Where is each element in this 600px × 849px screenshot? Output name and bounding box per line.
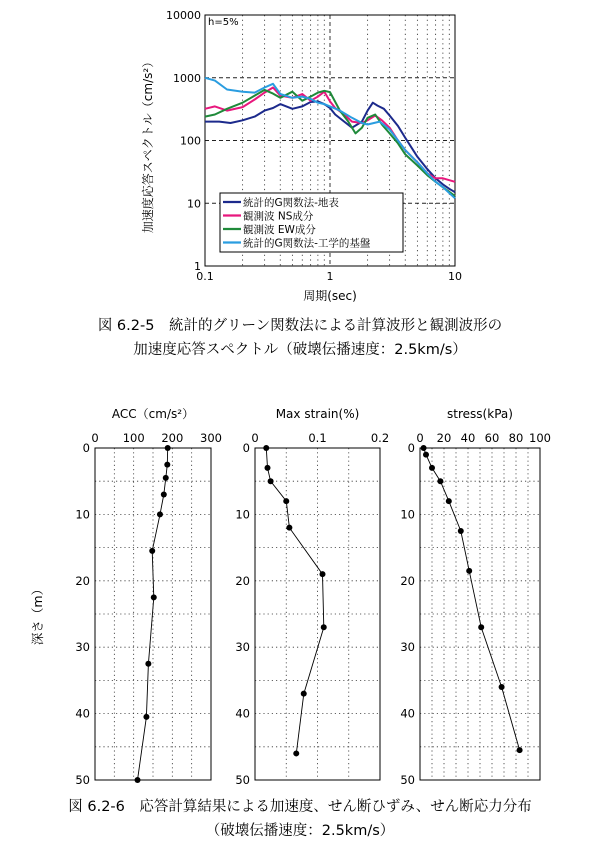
caption-line-2: （破壊伝播速度：2.5km/s） bbox=[205, 823, 395, 839]
data-point bbox=[157, 511, 163, 517]
x-tick-label: 100 bbox=[529, 431, 551, 445]
panel-title: stress(kPa) bbox=[447, 407, 513, 421]
data-point bbox=[421, 445, 427, 451]
x-tick-label: 60 bbox=[484, 431, 500, 445]
data-point bbox=[320, 571, 326, 577]
data-point bbox=[499, 684, 505, 690]
y-tick-label: 10 bbox=[75, 507, 90, 522]
data-point bbox=[151, 594, 157, 600]
profile-line bbox=[266, 448, 324, 753]
legend-label: 統計的G関数法-地表 bbox=[243, 197, 339, 209]
data-point bbox=[301, 691, 307, 697]
figure-6-2-6-caption bbox=[0, 795, 600, 843]
x-tick-label: 0.1 bbox=[308, 431, 327, 445]
y-tick-label: 50 bbox=[400, 773, 415, 787]
x-tick-label: 0.2 bbox=[370, 431, 390, 445]
data-point bbox=[268, 478, 274, 484]
panel-title: ACC（cm/s²） bbox=[111, 407, 195, 421]
y-tick-label: 30 bbox=[235, 640, 250, 655]
legend-label: 統計的G関数法-工学的基盤 bbox=[243, 237, 371, 250]
profile-line bbox=[424, 448, 520, 750]
data-point bbox=[149, 548, 155, 554]
data-point bbox=[423, 452, 429, 458]
data-point bbox=[286, 525, 292, 531]
data-point bbox=[164, 462, 170, 468]
y-tick-label: 10 bbox=[400, 507, 415, 522]
x-tick-label: 1 bbox=[326, 270, 334, 283]
y-tick-label: 20 bbox=[400, 573, 415, 588]
depth-panel bbox=[420, 445, 540, 780]
x-tick-label: 300 bbox=[200, 431, 222, 445]
data-point bbox=[283, 498, 289, 504]
x-tick-label: 40 bbox=[460, 431, 476, 445]
data-point bbox=[437, 478, 443, 484]
y-tick-label: 30 bbox=[75, 640, 90, 655]
caption-line-1: 図 6.2-6 応答計算結果による加速度、せん断ひずみ、せん断応力分布 bbox=[68, 799, 532, 815]
data-point bbox=[466, 568, 472, 574]
y-tick-label: 0 bbox=[407, 441, 415, 455]
figure-6-2-5-caption bbox=[0, 314, 600, 362]
x-tick-label: 0 bbox=[416, 431, 424, 445]
data-point bbox=[145, 661, 151, 667]
depth-axis-title: 深さ（m） bbox=[30, 582, 45, 646]
data-point bbox=[458, 528, 464, 534]
y-tick-label: 0 bbox=[242, 441, 250, 455]
y-tick-label: 40 bbox=[75, 706, 90, 721]
x-tick-label: 80 bbox=[508, 431, 524, 445]
damping-annotation: h=5% bbox=[208, 17, 239, 28]
x-tick-label: 200 bbox=[161, 431, 184, 445]
data-point bbox=[161, 491, 167, 497]
data-point bbox=[143, 714, 149, 720]
data-point bbox=[163, 475, 169, 481]
x-tick-label: 100 bbox=[122, 431, 145, 445]
y-tick-label: 20 bbox=[75, 573, 90, 588]
y-tick-label: 40 bbox=[235, 706, 250, 721]
x-tick-label: 10 bbox=[448, 270, 462, 283]
y-tick-label: 1 bbox=[194, 260, 201, 273]
depth-panel bbox=[95, 445, 211, 783]
panel-title: Max strain(%) bbox=[275, 407, 360, 421]
data-point bbox=[135, 777, 141, 783]
data-point bbox=[265, 465, 271, 471]
y-tick-label: 50 bbox=[75, 773, 90, 787]
y-tick-label: 10 bbox=[235, 507, 250, 522]
y-tick-label: 10 bbox=[187, 197, 201, 211]
caption-line-1: 図 6.2-5 統計的グリーン関数法による計算波形と観測波形の bbox=[97, 318, 503, 334]
y-tick-label: 100 bbox=[180, 134, 201, 148]
caption-line-2: 加速度応答スペクトル（破壊伝播速度：2.5km/s） bbox=[133, 342, 467, 358]
legend bbox=[220, 193, 403, 252]
legend-label: 観測波 EW成分 bbox=[243, 224, 316, 236]
data-point bbox=[293, 750, 299, 756]
x-tick-label: 20 bbox=[436, 431, 452, 445]
data-point bbox=[517, 747, 523, 753]
y-axis-title: 加速度応答スペクトル（cm/s²） bbox=[141, 55, 155, 234]
y-tick-label: 20 bbox=[235, 573, 250, 588]
x-axis-title: 周期(sec) bbox=[303, 289, 357, 303]
y-tick-label: 1000 bbox=[173, 71, 201, 85]
depth-panel bbox=[255, 445, 380, 780]
data-point bbox=[165, 445, 171, 451]
y-tick-label: 50 bbox=[235, 773, 250, 787]
x-tick-label: 0.1 bbox=[196, 270, 214, 283]
data-point bbox=[478, 624, 484, 630]
x-tick-label: 0 bbox=[91, 431, 99, 445]
y-tick-label: 30 bbox=[400, 640, 415, 655]
y-tick-label: 0 bbox=[82, 441, 90, 455]
x-tick-label: 0 bbox=[251, 431, 259, 445]
y-tick-label: 40 bbox=[400, 706, 415, 721]
data-point bbox=[429, 465, 435, 471]
data-point bbox=[263, 445, 269, 451]
data-point bbox=[446, 498, 452, 504]
data-point bbox=[321, 624, 327, 630]
legend-label: 観測波 NS成分 bbox=[243, 210, 314, 223]
y-tick-label: 10000 bbox=[166, 9, 201, 22]
